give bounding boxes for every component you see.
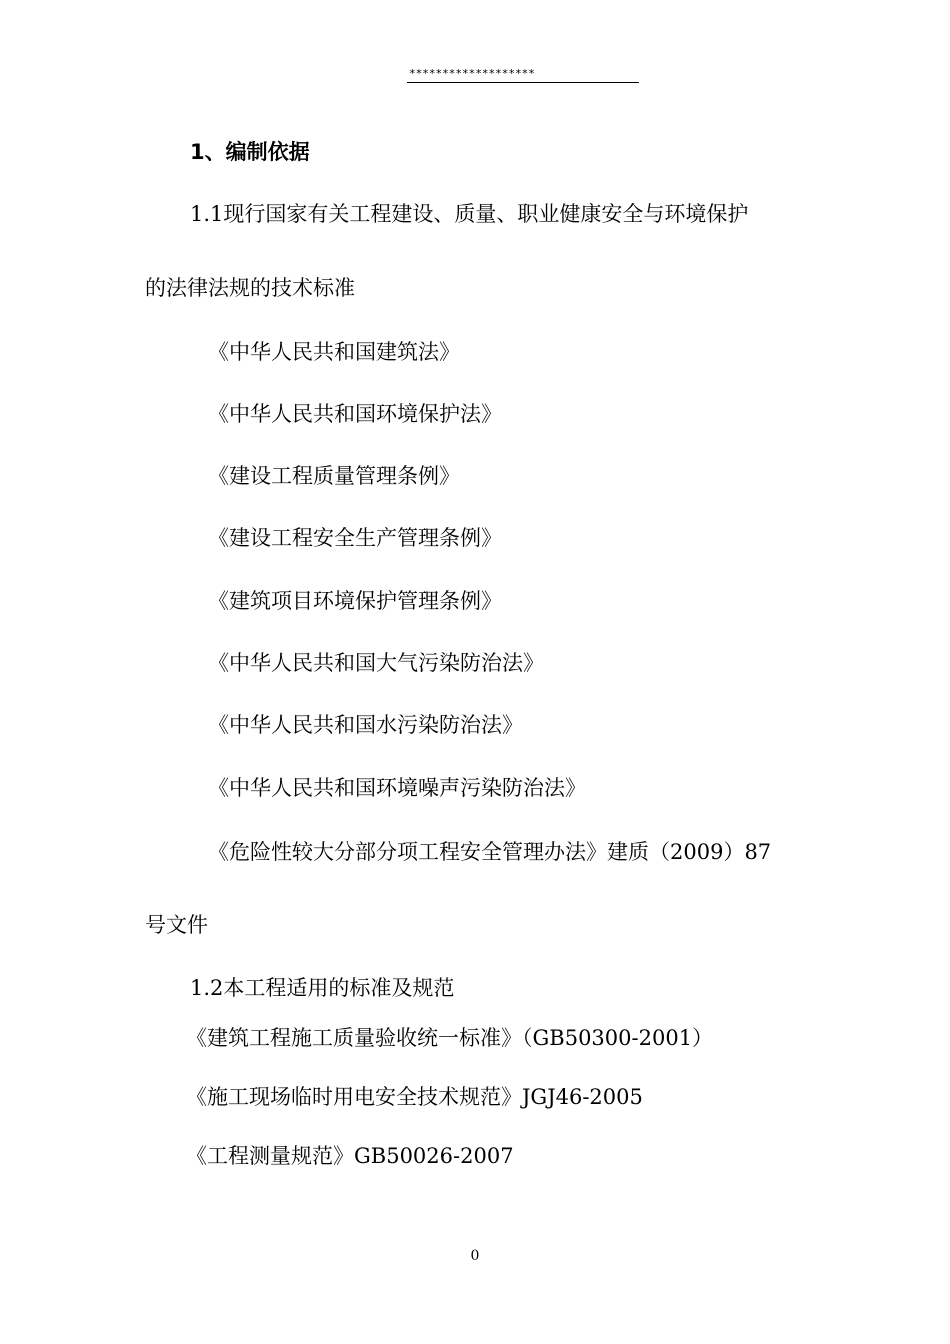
law-item: 《建筑项目环境保护管理条例》: [208, 589, 502, 613]
law-item: 《中华人民共和国环境噪声污染防治法》: [208, 776, 586, 800]
law-item: 《建设工程安全生产管理条例》: [208, 526, 502, 550]
section-title: 1、编制依据: [190, 140, 310, 164]
law-item: 《建设工程质量管理条例》: [208, 464, 460, 488]
standard-item: 《工程测量规范》GB50026-2007: [186, 1144, 514, 1168]
standard-item: 《施工现场临时用电安全技术规范》JGJ46-2005: [186, 1085, 643, 1109]
page-number: 0: [470, 1248, 480, 1264]
danger-doc-line1: 《危险性较大分部分项工程安全管理办法》建质（2009）87: [208, 840, 772, 864]
law-item: 《中华人民共和国大气污染防治法》: [208, 651, 544, 675]
law-item: 《中华人民共和国水污染防治法》: [208, 713, 523, 737]
danger-doc-line2: 号文件: [145, 913, 208, 937]
law-item: 《中华人民共和国建筑法》: [208, 340, 460, 364]
para-1-1-line2: 的法律法规的技术标准: [145, 276, 355, 300]
law-item: 《中华人民共和国环境保护法》: [208, 402, 502, 426]
para-1-1-line1: 1.1现行国家有关工程建设、质量、职业健康安全与环境保护: [190, 202, 749, 226]
header-stars: *******************: [407, 66, 639, 83]
para-1-2-heading: 1.2本工程适用的标准及规范: [190, 976, 455, 1000]
standard-item: 《建筑工程施工质量验收统一标准》（GB50300-2001）: [186, 1026, 714, 1050]
